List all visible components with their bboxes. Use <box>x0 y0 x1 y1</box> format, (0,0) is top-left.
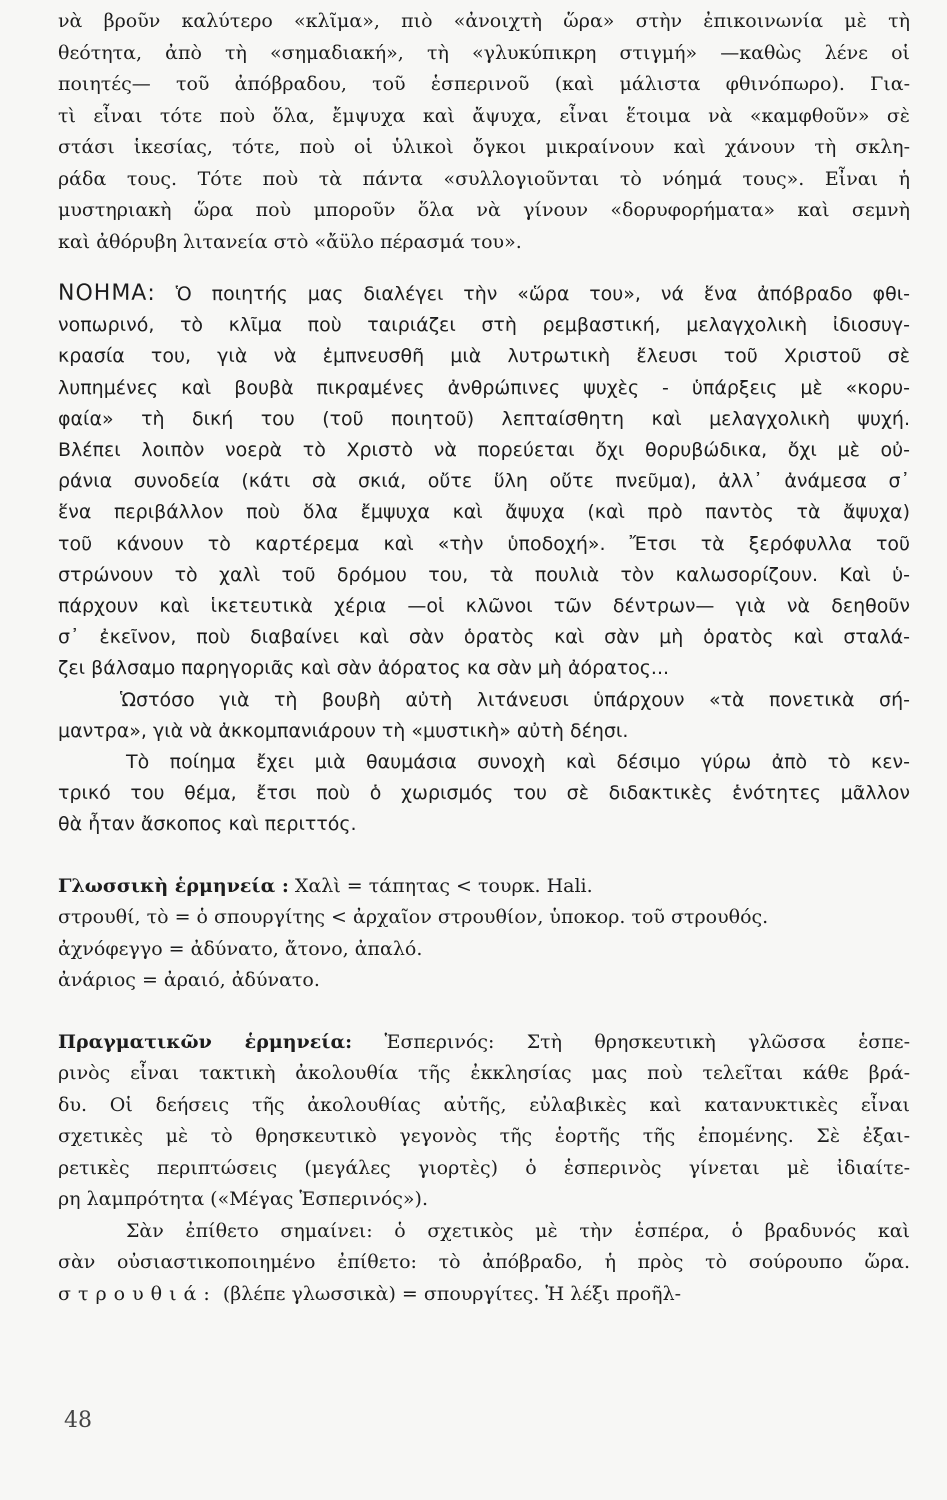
text-line: Σὰν ἐπίθετο σημαίνει: ὁ σχετικὸς μὲ τὴν ἑσπέρα, ὁ βραδυνός καὶ <box>126 1219 910 1242</box>
factual-section <box>58 1027 910 1311</box>
glossary-section <box>58 871 910 997</box>
intro-paragraph <box>58 6 910 258</box>
factual-first-line-text: Ἑσπερινός: Στὴ θρησκευτικὴ γλῶσσα ἑσπε- <box>384 1030 910 1053</box>
text-line: Βλέπει λοιπὸν νοερὰ τὸ Χριστὸ νὰ πορεύεται ὄχι θορυβώδικα, ὄχι μὲ οὐ- <box>58 439 910 462</box>
meaning-section <box>58 278 910 841</box>
factual-first-line <box>58 1027 910 1059</box>
text-line: θεότητα, ἀπὸ τὴ «σημαδιακή», τὴ «γλυκύπικρη στιγμή» —καθὼς λένε οἱ <box>58 41 910 64</box>
text-line: μαντρα», γιὰ νὰ ἀκκομπανιάρουν τὴ «μυστικὴ» αὐτὴ δέησι. <box>58 719 629 742</box>
text-line: ράνια συνοδεία (κάτι σὰ σκιά, οὔτε ὕλη οὔτε πνεῦμα), ἀλλ᾽ ἀνάμεσα σ᾽ <box>58 470 910 493</box>
text-line: ἀνάριος = ἀραιό, ἀδύνατο. <box>58 969 320 992</box>
text-line: σὰν οὐσιαστικοποιημένο ἐπίθετο: τὸ ἀπόβραδο, ἡ πρὸς τὸ σούρουπο ὥρα. <box>58 1251 910 1274</box>
text-line: κρασία του, γιὰ νὰ ἐμπνευσθῆ μιὰ λυτρωτικὴ ἔλευσι τοῦ Χριστοῦ σὲ <box>58 345 910 368</box>
text-line: τρικό του θέμα, ἔτσι ποὺ ὁ χωρισμός του σὲ διδακτικὲς ἑνότητες μᾶλλον <box>58 782 910 805</box>
text-line: ἕνα περιβάλλον ποὺ ὅλα ἔμψυχα καὶ ἄψυχα (καὶ πρὸ παντὸς τὰ ἄψυχα) <box>58 501 910 524</box>
text-line: δυ. Οἱ δεήσεις τῆς ἀκολουθίας αὐτῆς, εὐλαβικὲς καὶ κατανυκτικὲς εἶναι <box>58 1093 910 1116</box>
text-line: ρινὸς εἶναι τακτικὴ ἀκολουθία τῆς ἐκκλησίας μας ποὺ τελεῖται κάθε βρά- <box>58 1062 910 1085</box>
text-line: σ᾽ ἐκεῖνον, ποὺ διαβαίνει καὶ σὰν ὁρατὸς καὶ σὰν μὴ ὁρατὸς καὶ σταλά- <box>58 626 910 649</box>
text-line: ρη λαμπρότητα («Μέγας Ἑσπερινός»). <box>58 1188 428 1211</box>
text-line: καὶ ἀθόρυβη λιτανεία στὸ «ἄϋλο πέρασμά του». <box>58 230 522 253</box>
glossary-label: Γλωσσικὴ ἑρμηνεία : <box>58 874 289 897</box>
text-line: τοῦ κάνουν τὸ καρτέρεμα καὶ «τὴν ὑποδοχή». Ἔτσι τὰ ξερόφυλλα τοῦ <box>58 532 910 555</box>
text-line: ποιητές— τοῦ ἀπόβραδου, τοῦ ἑσπερινοῦ (καὶ μάλιστα φθινόπωρο). Για- <box>58 73 910 95</box>
text-line: μυστηριακὴ ὥρα ποὺ μποροῦν ὅλα νὰ γίνουν «δορυφορήματα» καὶ σεμνὴ <box>58 199 910 221</box>
meaning-first-line <box>58 278 910 310</box>
page-number: 48 <box>64 1408 92 1433</box>
text-line: νοπωρινό, τὸ κλῖμα ποὺ ταιριάζει στὴ ρεμβαστική, μελαγχολικὴ ἰδιοσυγ- <box>58 314 910 337</box>
text-line: Ὡστόσο γιὰ τὴ βουβὴ αὐτὴ λιτάνευσι ὑπάρχουν «τὰ πονετικὰ σή- <box>120 688 910 711</box>
text-line: ἀχνόφεγγο = ἀδύνατο, ἄτονο, ἀπαλό. <box>58 937 423 960</box>
text-line: νὰ βροῦν καλύτερο «κλῖμα», πιὸ «ἀνοιχτὴ ὥρα» στὴν ἐπικοινωνία μὲ τὴ <box>58 10 910 32</box>
text-line: ρετικὲς περιπτώσεις (μεγάλες γιορτὲς) ὁ ἑσπερινὸς γίνεται μὲ ἰδιαίτε- <box>58 1156 910 1179</box>
text-line: Τὸ ποίημα ἔχει μιὰ θαυμάσια συνοχὴ καὶ δέσιμο γύρω ἀπὸ τὸ κεν- <box>126 751 910 774</box>
book-page <box>58 6 910 1310</box>
glossary-first-line-text: Χαλὶ = τάπητας < τουρκ. Hali. <box>294 874 593 897</box>
text-line: πάρχουν καὶ ἱκετευτικὰ χέρια —οἱ κλῶνοι τῶν δέντρων— γιὰ νὰ δεηθοῦν <box>58 595 910 618</box>
text-line: τὶ εἶναι τότε ποὺ ὅλα, ἔμψυχα καὶ ἄψυχα, εἶναι ἕτοιμα νὰ «καμφθοῦν» σὲ <box>58 104 910 127</box>
term-strouthia: στρουθιά: <box>58 1282 217 1305</box>
last-term-line <box>58 1279 910 1311</box>
meaning-label: ΝΟΗΜΑ: <box>58 281 156 306</box>
text-line: λυπημένες καὶ βουβὰ πικραμένες ἀνθρώπινες ψυχὲς - ὑπάρξεις μὲ «κορυ- <box>58 376 910 399</box>
last-term-text: (βλέπε γλωσσικὰ) = σπουργίτες. Ἡ λέξι προῆλ- <box>222 1282 682 1305</box>
text-line: στάσι ἱκεσίας, τότε, ποὺ οἱ ὑλικοὶ ὄγκοι μικραίνουν καὶ χάνουν τὴ σκλη- <box>58 136 910 158</box>
meaning-first-line-text: Ὁ ποιητής μας διαλέγει τὴν «ὥρα του», νά ἕνα ἀπόβραδο φθι- <box>175 283 910 305</box>
text-line: στρουθί, τὸ = ὁ σπουργίτης < ἀρχαῖον στρουθίον, ὑποκορ. τοῦ στρουθός. <box>58 906 769 929</box>
text-line: ζει βάλσαμο παρηγοριᾶς καὶ σὰν ἀόρατος κα σὰν μὴ ἀόρατος... <box>58 657 670 680</box>
text-line: σχετικὲς μὲ τὸ θρησκευτικὸ γεγονὸς τῆς ἑορτῆς τῆς ἐπομένης. Σὲ ἐξαι- <box>58 1125 910 1148</box>
text-line: ράδα τους. Τότε ποὺ τὰ πάντα «συλλογιοῦνται τὸ νόημά τους». Εἶναι ἡ <box>58 167 910 190</box>
factual-label: Πραγματικῶν ἑρμηνεία: <box>58 1030 353 1053</box>
text-line: φαία» τὴ δική του (τοῦ ποιητοῦ) λεπταίσθητη καὶ μελαγχολικὴ ψυχή. <box>58 407 910 430</box>
text-line: θὰ ἦταν ἄσκοπος καὶ περιττός. <box>58 813 357 836</box>
glossary-first-line <box>58 871 910 903</box>
text-line: στρώνουν τὸ χαλὶ τοῦ δρόμου του, τὰ πουλιὰ τὸν καλωσορίζουν. Καὶ ὑ- <box>58 563 910 586</box>
